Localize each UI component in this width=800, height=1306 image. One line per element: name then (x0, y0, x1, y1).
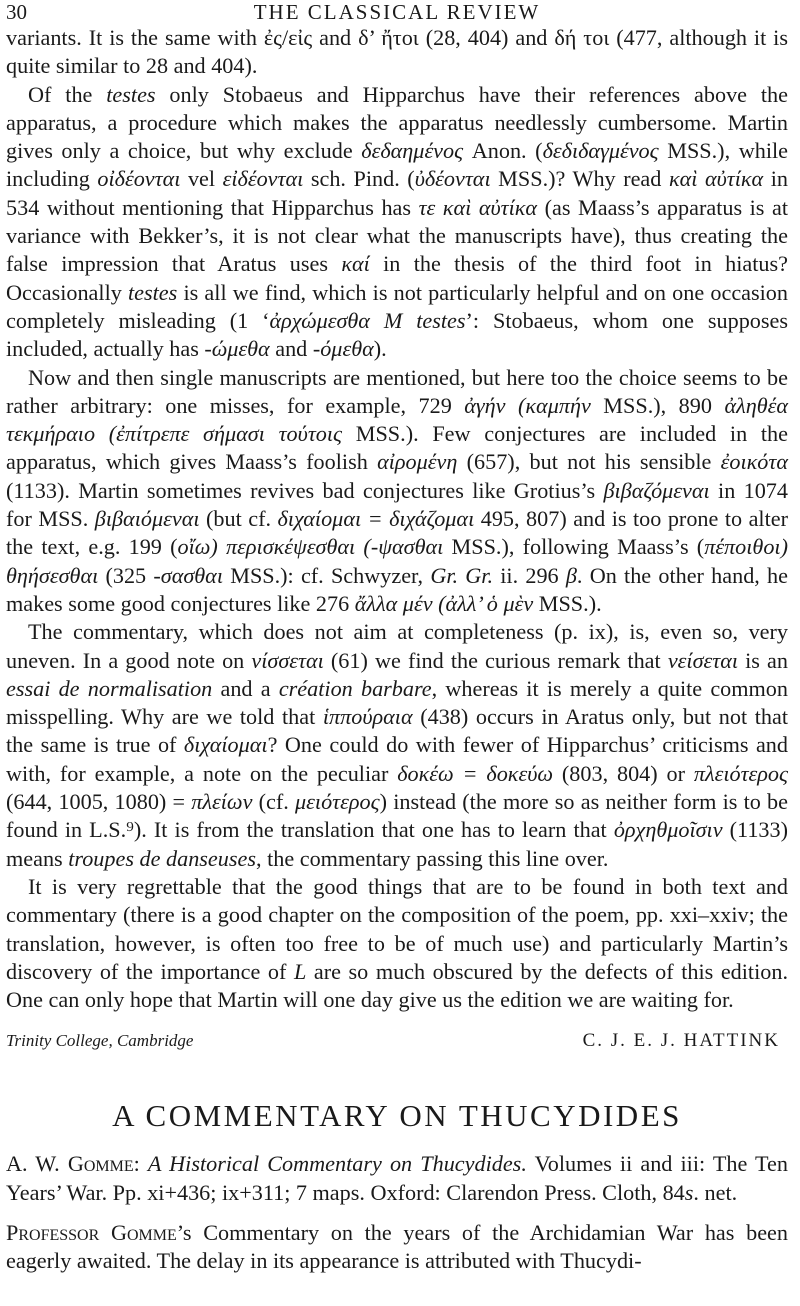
running-head (6, 0, 788, 24)
paragraph-manuscripts: Now and then single manuscripts are mentioned, but here too the choice seems to be rather arbitrary: one misses, for example, 729 ἀγήν (καμπήν MSS.), 890 ἀληθέα τεκμήραιο (ἐπίτρεπε σήμασι τούτοις MSS.). Few conjectures are included in the apparatus, which gives Maass’s foolish αἰρομένη (657), but not his sensible ἐοικότα (1133). Martin sometimes revives bad conjectures like Grotius’s βιβαζόμεναι in 1074 for MSS. βιβαιόμεναι (but cf. διχαίομαι = διχάζομαι 495, 807) and is too prone to alter the text, e.g. 199 (οἴω) περισκέψεσθαι (-ψασθαι MSS.), following Maass’s (πέποιθοι) θηήσεσθαι (325 -σασθαι MSS.): cf. Schwyzer, Gr. Gr. ii. 296 β. On the other hand, he makes some good conjectures like 276 ἄλλα μέν (ἀλλ’ ὁ μὲν MSS.). (6, 364, 788, 616)
book-title: A Historical Commentary on Thucydides. (147, 1151, 527, 1177)
reviewer-name: C. J. E. J. HATTINK (582, 1030, 780, 1052)
book-author: A. W. Gomme (6, 1151, 134, 1177)
section-title: A COMMENTARY ON THUCYDIDES (112, 1098, 682, 1134)
review-body (6, 24, 788, 1014)
paragraph-continuation: variants. It is the same with ἐς/εἰς and δ’ ἤτοι (28, 404) and δή τοι (477, although it is quite similar to 28 and 404). (6, 25, 788, 79)
review-opening: Professor Gomme’s Commentary on the years of the Archidamian War has been eagerly awaited. The delay in its appearance is attributed with Thucydi- (6, 1219, 788, 1274)
book-citation: A. W. Gomme: A Historical Commentary on Thucydides. Volumes ii and iii: The Ten Years’ War. Pp. xi+436; ix+311; 7 maps. Oxford: Clarendon Press. Cloth, 84s. net. (6, 1151, 788, 1205)
running-title: THE CLASSICAL REVIEW (253, 0, 541, 24)
paragraph-testes: Of the testes only Stobaeus and Hipparchus have their references above the apparatus, a procedure which makes the apparatus needlessly cumbersome. Martin gives only a choice, but why exclude δεδαημένος Anon. (δεδιδαγμένος MSS.), while including οἰδέονται vel εἰδέονται sch. Pind. (ὐδέονται MSS.)? Why read καὶ αὐτίκα in 534 without mentioning that Hipparchus has τε καὶ αὐτίκα (as Maass’s apparatus is at variance with Bekker’s, it is not clear what the manuscripts have), thus creating the false impression that Aratus uses καί in the thesis of the third foot in hiatus? Occasionally testes is all we find, which is not particularly helpful and on one occasion completely misleading (1 ‘ἀρχώμεσθα M testes’: Stobaeus, whom one supposes included, actually has -ώμεθα and -όμεθα). (6, 81, 789, 362)
paragraph-conclusion: It is very regrettable that the good things that are to be found in both text and commentary (there is a good chapter on the composition of the poem, pp. xxi–xxiv; the translation, however, is often too free to be of much use) and particularly Martin’s discovery of the importance of L are so much obscured by the defects of this edition. One can only hope that Martin will one day give us the edition we are waiting for. (6, 873, 788, 1013)
page (6, 0, 788, 1276)
reviewer-affiliation: Trinity College, Cambridge (6, 1031, 194, 1051)
reviewer-signature (6, 1030, 788, 1052)
paragraph-commentary: The commentary, which does not aim at completeness (p. ix), is, even so, very uneven. In a good note on νίσσεται (61) we find the curious remark that νείσεται is an essai de normalisation and a création barbare, whereas it is merely a quite common misspelling. Why are we told that ἱππούραια (438) occurs in Aratus only, but not that the same is true of διχαίομαι? One could do with fewer of Hipparchus’ criticisms and with, for example, a note on the peculiar δοκέω = δοκεύω (803, 804) or πλειότερος (644, 1005, 1080) = πλείων (cf. μειότερος) instead (the more so as neither form is to be found in L.S.⁹). It is from the translation that one has to learn that ὀρχηθμοῖσιν (1133) means troupes de danseuses, the commentary passing this line over. (6, 619, 789, 871)
page-number: 30 (6, 0, 27, 24)
